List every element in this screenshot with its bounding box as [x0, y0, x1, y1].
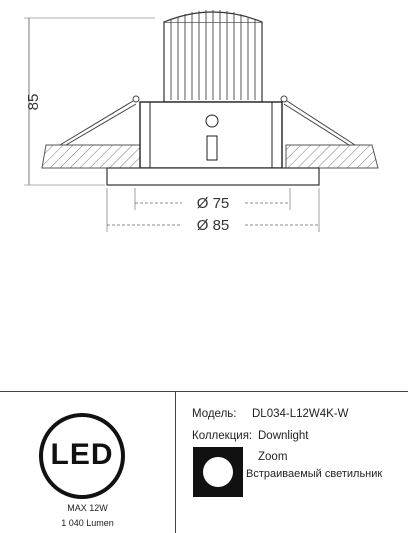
- led-badge-text: LED: [50, 438, 114, 471]
- product-swatch: [193, 447, 243, 497]
- section-divider-vertical: [175, 391, 176, 533]
- ceiling-right: [286, 145, 378, 168]
- spring-clip-left: [60, 96, 139, 145]
- lumen-rating: 1 040 Lumen: [61, 518, 114, 528]
- housing-slot: [207, 136, 217, 160]
- ceiling-left: [42, 145, 142, 168]
- collection-value: Downlight: [258, 430, 309, 442]
- model-value: DL034-L12W4K-W: [252, 408, 349, 420]
- heatsink: [164, 10, 262, 102]
- swatch-circle-icon: [203, 457, 233, 487]
- model-label: Модель:: [192, 408, 237, 420]
- outer-diameter-label: Ø 85: [196, 217, 230, 234]
- series-name: Zoom: [258, 451, 288, 463]
- power-rating: MAX 12W: [67, 503, 108, 513]
- product-type: Встраиваемый светильник: [246, 468, 383, 480]
- led-badge: [38, 412, 126, 500]
- housing-hole: [206, 115, 218, 127]
- spring-clip-right: [281, 96, 355, 145]
- housing-body: [140, 102, 282, 168]
- flange: [107, 168, 319, 185]
- inner-diameter-label: Ø 75: [196, 195, 230, 212]
- section-divider-horizontal: [0, 391, 408, 392]
- height-label: 85: [25, 93, 42, 111]
- inner-diameter-dimension: [135, 188, 290, 212]
- collection-label: Коллекция:: [192, 430, 253, 442]
